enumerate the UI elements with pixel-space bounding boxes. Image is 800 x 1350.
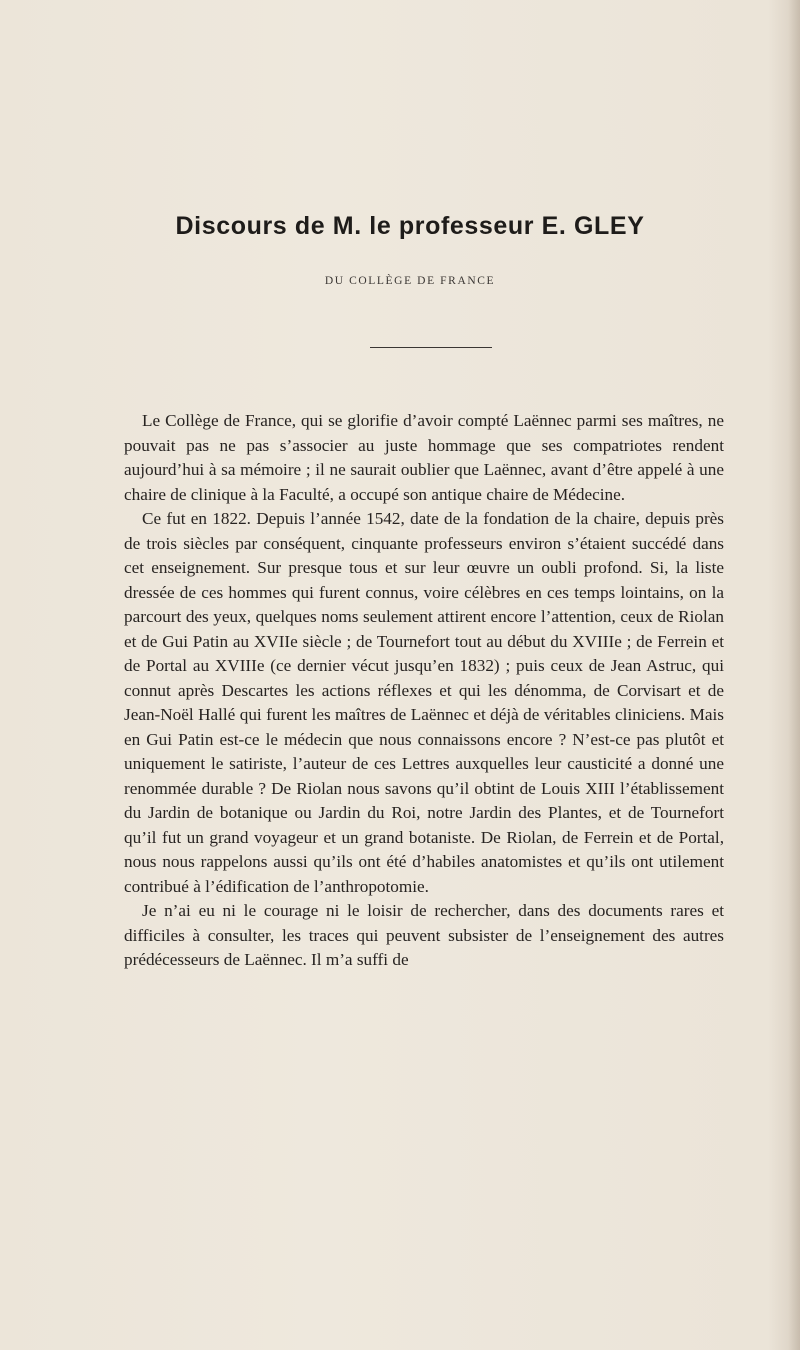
page-subtitle: DU COLLÈGE DE FRANCE — [324, 275, 496, 287]
title-divider — [370, 347, 492, 348]
paragraph-3: Je n’ai eu ni le courage ni le loisir de rechercher, dans des documents rares et difficiles à consulter, les traces qui peuvent subsister de l’enseignement des autres prédécesseurs de Laënnec. Il m’a suffi de — [124, 901, 724, 969]
paragraph-2: Ce fut en 1822. Depuis l’année 1542, date de la fondation de la chaire, depuis près de trois siècles par conséquent, cinquante professeurs environ s’étaient succédé dans cet enseignement. Sur presque tous et sur leur œuvre un oubli profond. Si, la liste dressée de ces hommes qui furent connus, voire célèbres en ces temps lointains, on la parcourt des yeux, quelques noms seulement attirent encore l’attention, ceux de Riolan et de Gui Patin au XVIIe siècle ; de Tournefort tout au début du XVIIIe ; de Ferrein et de Portal au XVIIIe (ce dernier vécut jusqu’en 1832) ; puis ceux de Jean Astruc, qui connut après Descartes les actions réflexes et qui les dénomma, de Corvisart et de Jean-Noël Hallé qui furent les maîtres de Laënnec et déjà de véritables cliniciens. Mais en Gui Patin est-ce le médecin que nous connaissons encore ? N’est-ce pas plutôt et uniquement le satiriste, l’auteur de ces Lettres auxquelles leur causticité a donné une renommée durable ? De Riolan nous savons qu’il obtint de Louis XIII l’établissement du Jardin de botanique ou Jardin du Roi, notre Jardin des Plantes, et de Tournefort qu’il fut un grand voyageur et un grand botaniste. De Riolan, de Ferrein et de Portal, nous nous rappelons aussi qu’ils ont été d’habiles anatomistes et qu’ils ont utilement contribué à l’édification de l’anthropotomie. — [124, 509, 724, 896]
page-title: Discours de M. le professeur E. GLEY — [175, 212, 645, 240]
page-edge-shadow — [788, 0, 800, 1350]
paragraph-1: Le Collège de France, qui se glorifie d’avoir compté Laënnec parmi ses maîtres, ne pouvait pas ne pas s’associer au juste hommage que ses compatriotes rendent aujourd’hui à sa mémoire ; il ne saurait oublier que Laënnec, avant d’être appelé à une chaire de clinique à la Faculté, a occupé son antique chaire de Médecine. — [124, 411, 724, 504]
body-text — [124, 409, 724, 973]
